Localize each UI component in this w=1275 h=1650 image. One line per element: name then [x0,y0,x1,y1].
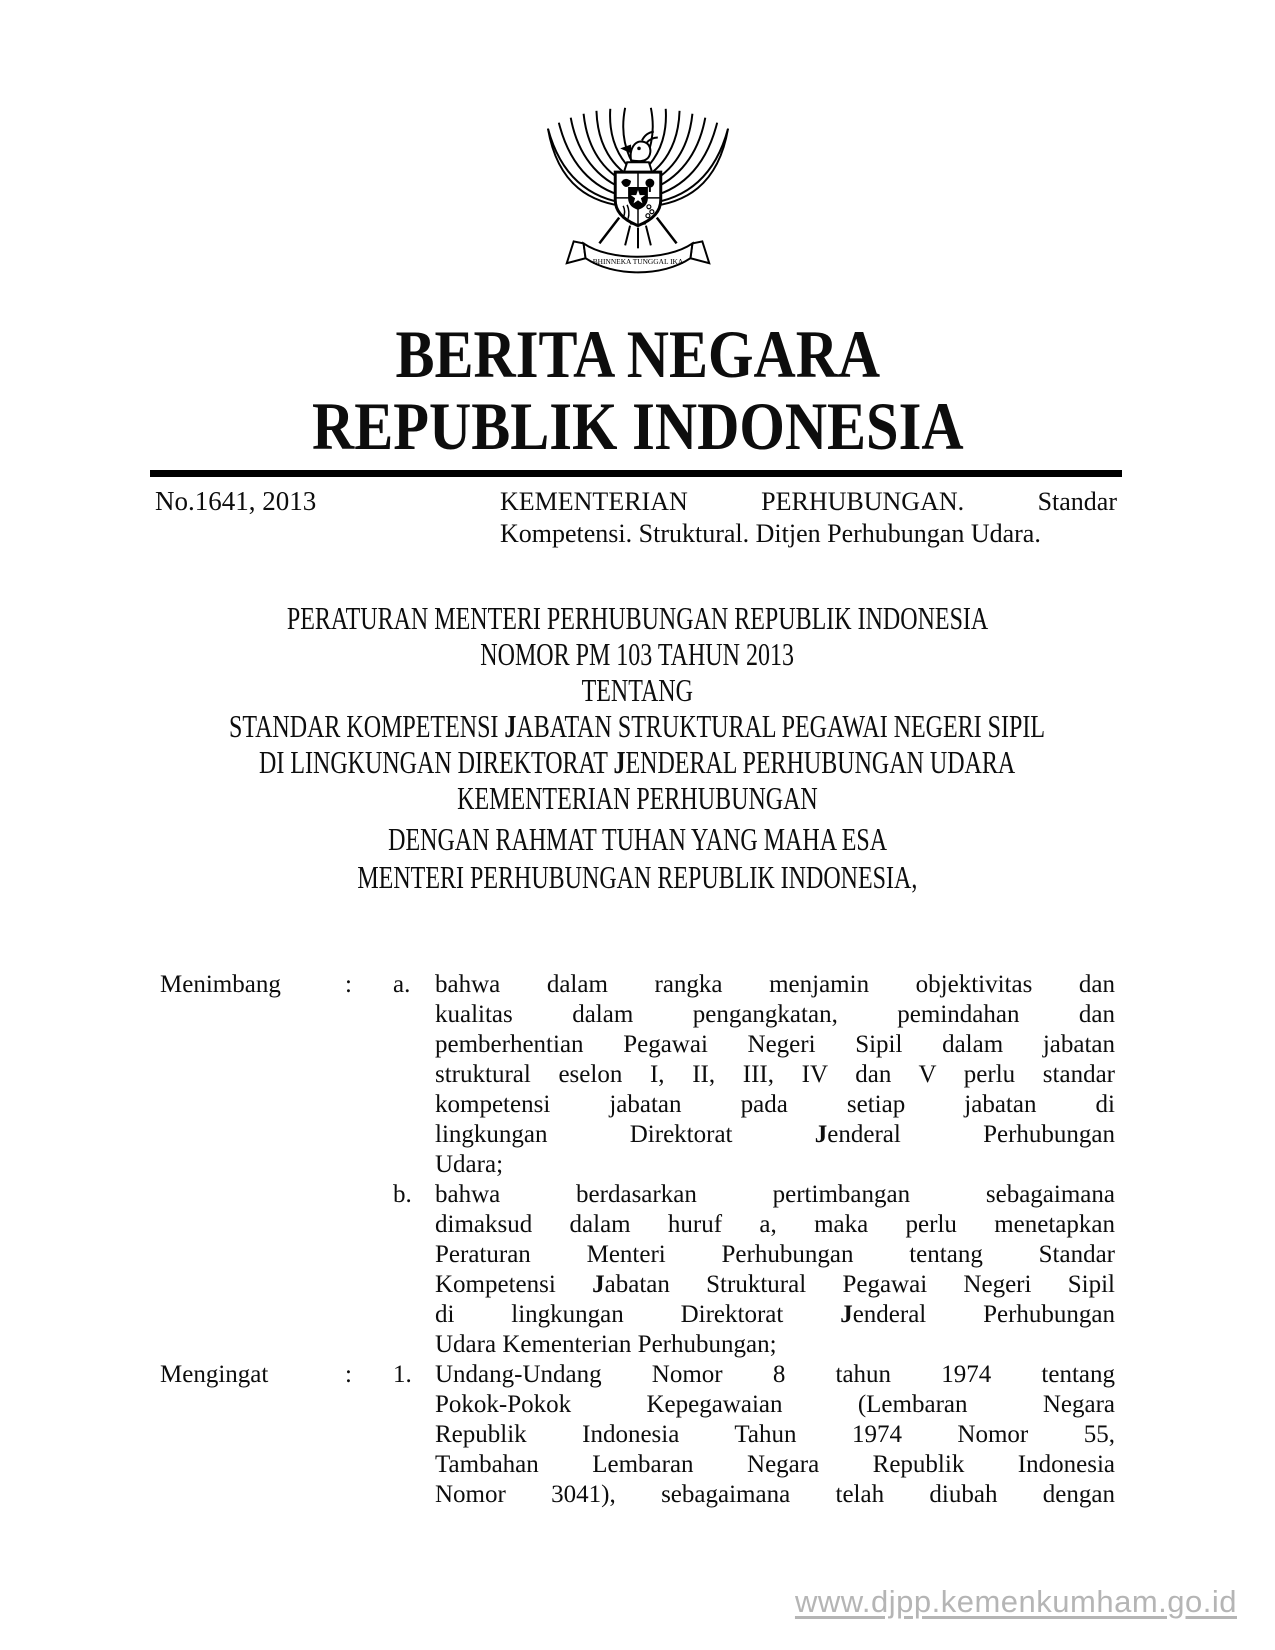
title-line-4: STANDAR KOMPETENSI JABATAN STRUKTURAL PEGAWAI NEGERI SIPIL [229,708,1046,744]
paragraph-line: lingkungan Direktorat Jenderal Perhubungan [435,1121,1115,1148]
masthead-line-2: REPUBLIK INDONESIA [311,388,964,464]
item-text [435,970,1115,1180]
legal-basis-item-1 [393,1360,1115,1510]
paragraph-line: Nomor 3041), sebagaimana telah diubah dengan [435,1481,1115,1508]
consideration-item-a [393,970,1115,1180]
legal-basis-label: Mengingat [160,1361,269,1388]
paragraph-line: pemberhentian Pegawai Negeri Sipil dalam jabatan [435,1031,1115,1058]
gazette-subject-line-1: KEMENTERIAN PERHUBUNGAN. Standar [500,487,1117,516]
garuda-pancasila-emblem [543,93,733,281]
title-line-6: KEMENTERIAN PERHUBUNGAN [457,780,818,816]
item-text [435,1360,1115,1510]
item-marker: a. [393,971,411,998]
consideration-item-b [393,1180,1115,1360]
preamble-line-2: MENTERI PERHUBUNGAN REPUBLIK INDONESIA, [357,859,918,895]
regulation-title [0,600,1275,816]
paragraph-line: dimaksud dalam huruf a, maka perlu menetapkan [435,1211,1115,1238]
legal-basis-items [393,1360,1115,1510]
paragraph-line: Kompetensi Jabatan Struktural Pegawai Negeri Sipil [435,1271,1115,1298]
item-marker: 1. [393,1361,412,1388]
paragraph-line: Peraturan Menteri Perhubungan tentang Standar [435,1241,1115,1268]
watermark-link[interactable]: www.djpp.kemenkumham.go.id [794,1584,1237,1619]
paragraph-line: Tambahan Lembaran Negara Republik Indonesia [435,1451,1115,1478]
paragraph-line: Undang-Undang Nomor 8 tahun 1974 tentang [435,1361,1115,1388]
title-line-3: TENTANG [581,672,694,708]
masthead-line-1: BERITA NEGARA [395,316,880,392]
paragraph-line: Udara; [435,1151,504,1178]
preamble-line-1: DENGAN RAHMAT TUHAN YANG MAHA ESA [388,821,887,857]
paragraph-line: di lingkungan Direktorat Jenderal Perhubungan [435,1301,1116,1328]
item-marker: b. [393,1181,412,1208]
paragraph-line: kualitas dalam pengangkatan, pemindahan dan [435,1001,1115,1028]
paragraph-line: bahwa berdasarkan pertimbangan sebagaimana [435,1181,1115,1208]
considerations-block [160,970,1115,1360]
emblem-motto: BHINNEKA TUNGGAL IKA [592,257,684,267]
gazette-subject [500,486,1117,549]
legal-basis-separator: : [345,1361,352,1388]
considerations-items [393,970,1115,1360]
paragraph-line: Republik Indonesia Tahun 1974 Nomor 55, [435,1421,1115,1448]
title-line-5: DI LINGKUNGAN DIREKTORAT JENDERAL PERHUBUNGAN UDARA [259,744,1016,780]
paragraph-line: bahwa dalam rangka menjamin objektivitas dan [435,971,1115,998]
paragraph-line: kompetensi jabatan pada setiap jabatan di [435,1091,1115,1118]
title-line-1: PERATURAN MENTERI PERHUBUNGAN REPUBLIK INDONESIA [286,600,989,636]
masthead-rule [150,470,1122,477]
paragraph-line: Udara Kementerian Perhubungan; [435,1331,777,1358]
legal-basis-block [160,1360,1115,1510]
preamble [0,820,1275,896]
item-text [435,1180,1115,1360]
garuda-icon [543,93,733,281]
gazette-number: No.1641, 2013 [155,486,317,516]
considerations-label: Menimbang [160,971,281,998]
gazette-subject-line-2: Kompetensi. Struktural. Ditjen Perhubungan Udara. [500,518,1041,548]
masthead [0,318,1275,462]
considerations-separator: : [345,971,352,998]
paragraph-line: struktural eselon I, II, III, IV dan V perlu standar [435,1061,1115,1088]
paragraph-line: Pokok-Pokok Kepegawaian (Lembaran Negara [435,1391,1115,1418]
title-line-2: NOMOR PM 103 TAHUN 2013 [480,636,795,672]
